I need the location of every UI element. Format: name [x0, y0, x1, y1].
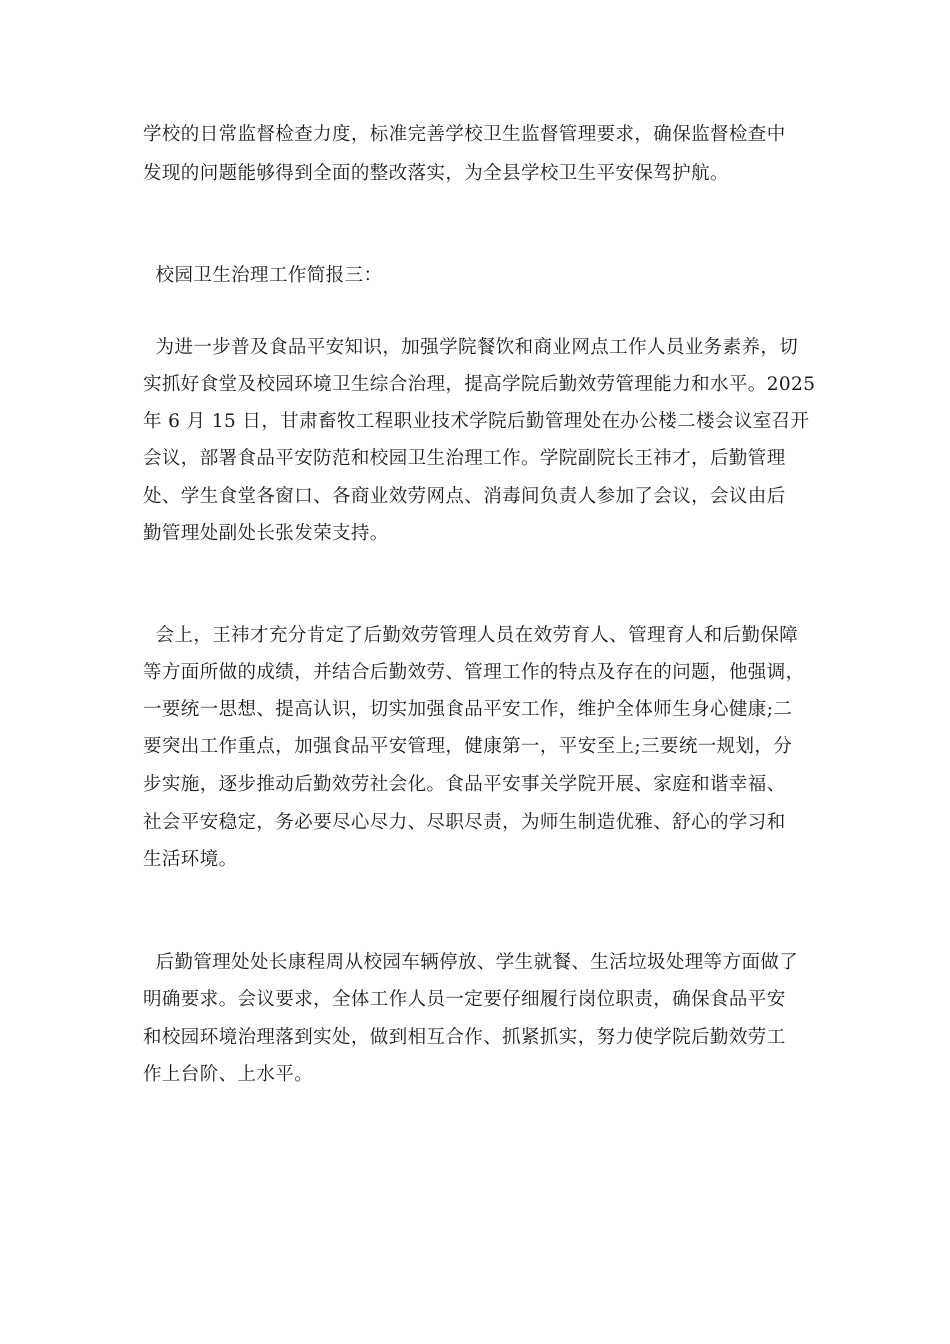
paragraph-3-line-4: 要突出工作重点，加强食品平安管理，健康第一，平安至上;三要统一规划，分 [143, 736, 793, 757]
paragraph-4-line-3: 和校园环境治理落到实处，做到相互合作、抓紧抓实，努力使学院后勤效劳工 [143, 1027, 786, 1048]
paragraph-3-line-3: 一要统一思想、提高认识，切实加强食品平安工作，维护全体师生身心健康;二 [143, 699, 793, 720]
paragraph-3-line-7: 生活环境。 [143, 849, 238, 870]
paragraph-4-line-2: 明确要求。会议要求，全体工作人员一定要仔细履行岗位职责，确保食品平安 [143, 989, 786, 1010]
paragraph-2-line-2: 实抓好食堂及校园环境卫生综合治理，提高学院后勤效劳管理能力和水平。2025 [143, 374, 816, 395]
paragraph-3-line-6: 社会平安稳定，务必要尽心尽力、尽职尽责，为师生制造优雅、舒心的学习和 [143, 812, 786, 833]
paragraph-2-line-3: 年 6 月 15 日，甘肃畜牧工程职业技术学院后勤管理处在办公楼二楼会议室召开 [143, 411, 810, 432]
section-heading: 校园卫生治理工作简报三： [143, 265, 383, 286]
paragraph-2-line-4: 会议，部署食品平安防范和校园卫生治理工作。学院副院长王祎才，后勤管理 [143, 448, 786, 469]
paragraph-3-line-5: 步实施，逐步推动后勤效劳社会化。食品平安事关学院开展、家庭和谐幸福、 [143, 774, 786, 795]
paragraph-1-line-1: 学校的日常监督检查力度，标准完善学校卫生监督管理要求，确保监督检查中 [143, 124, 786, 145]
paragraph-4-line-1: 后勤管理处处长康程周从校园车辆停放、学生就餐、生活垃圾处理等方面做了 [143, 952, 799, 973]
paragraph-2-line-5: 处、学生食堂各窗口、各商业效劳网点、消毒间负责人参加了会议，会议由后 [143, 486, 786, 507]
paragraph-2-line-1: 为进一步普及食品平安知识，加强学院餐饮和商业网点工作人员业务素养，切 [143, 337, 799, 358]
paragraph-3-line-1: 会上，王祎才充分肯定了后勤效劳管理人员在效劳育人、管理育人和后勤保障 [143, 625, 799, 646]
paragraph-4-line-4: 作上台阶、上水平。 [143, 1064, 314, 1085]
paragraph-3-line-2: 等方面所做的成绩，并结合后勤效劳、管理工作的特点及存在的问题，他强调， [143, 662, 805, 683]
paragraph-2-line-6: 勤管理处副处长张发荣支持。 [143, 523, 389, 544]
paragraph-1-line-2: 发现的问题能够得到全面的整改落实，为全县学校卫生平安保驾护航。 [143, 163, 729, 184]
